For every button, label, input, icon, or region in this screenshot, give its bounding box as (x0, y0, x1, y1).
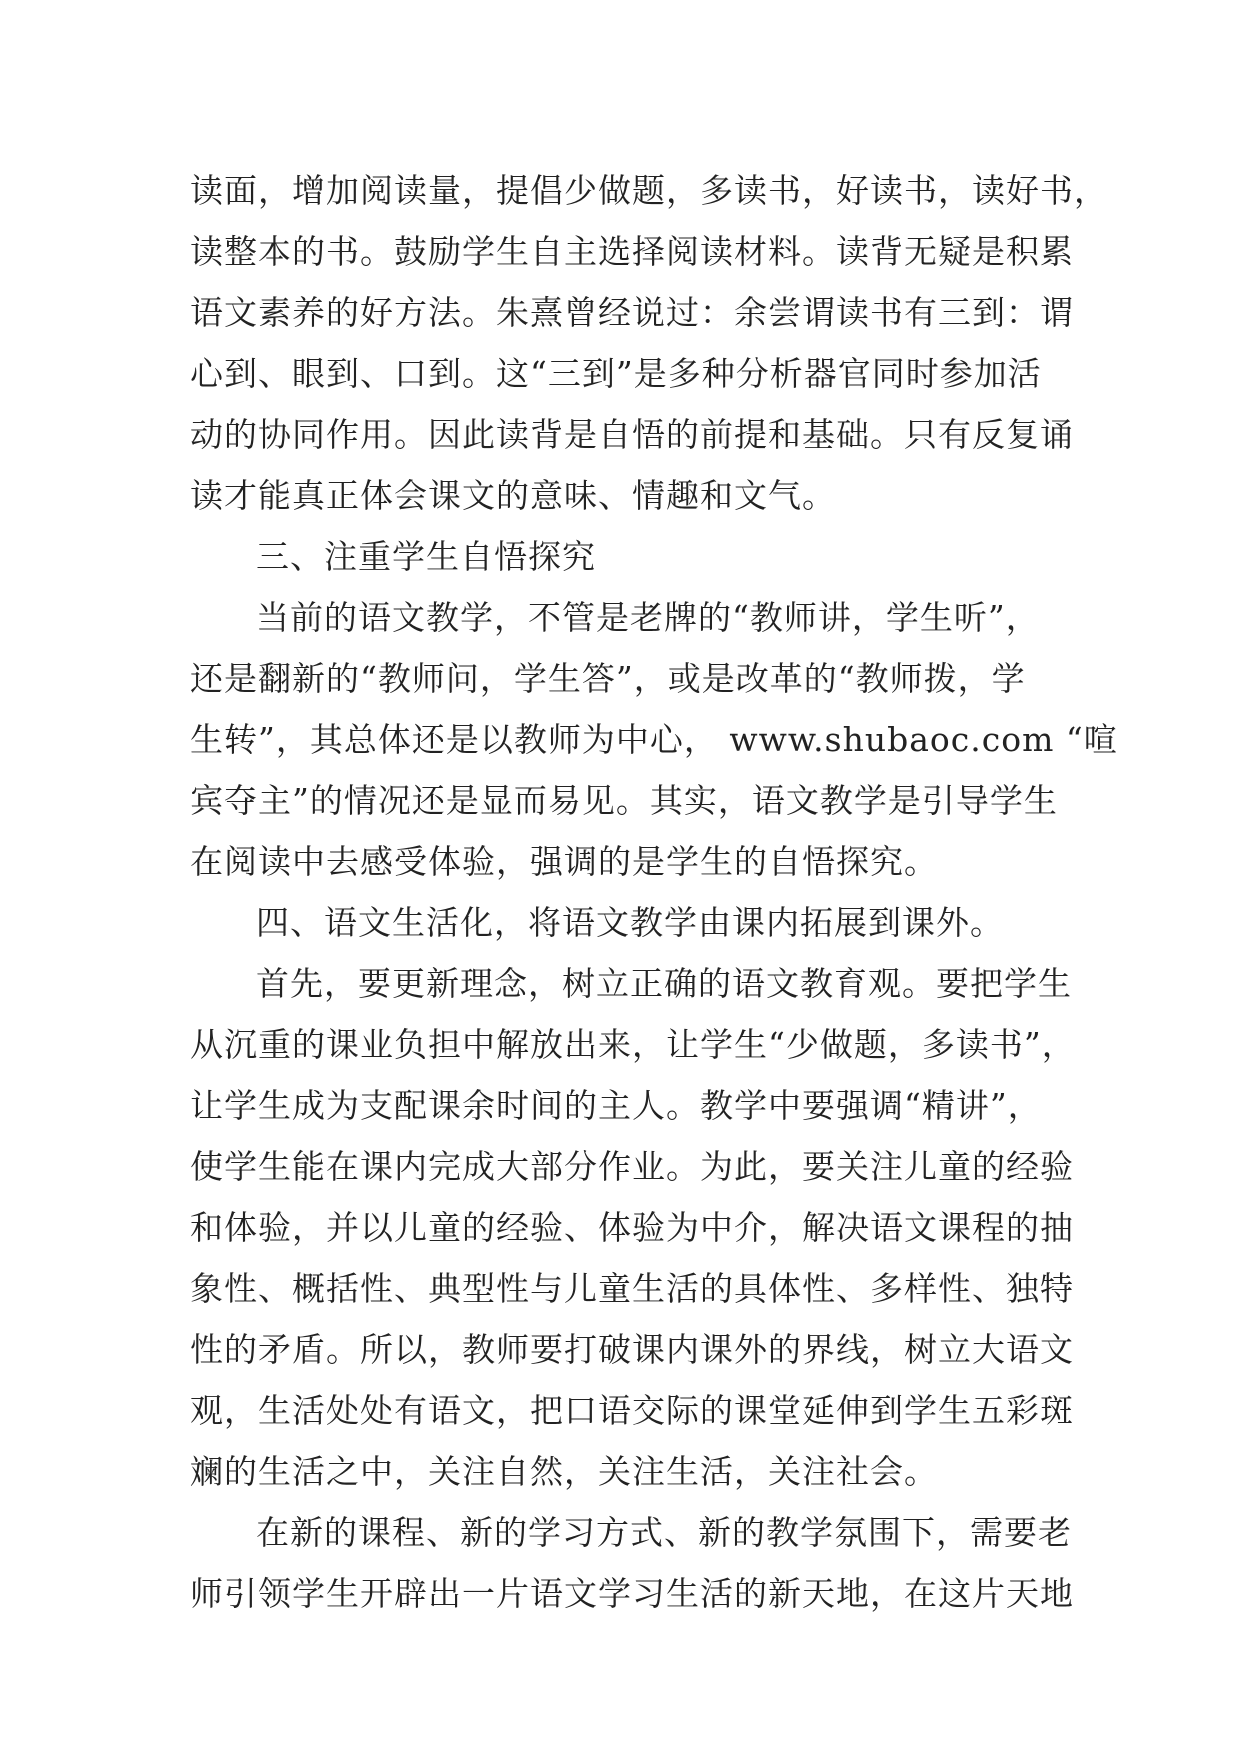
paragraph-self-inquiry (190, 587, 1118, 892)
heading-line: 三、注重学生自悟探究 (256, 537, 596, 576)
paragraph-life-oriented (190, 953, 1076, 1502)
text-line: 读才能真正体会课文的意味、情趣和文气。 (190, 476, 836, 515)
text-line: 读整本的书。鼓励学生自主选择阅读材料。读背无疑是积累 (190, 232, 1074, 271)
text-line: 宾夺主”的情况还是显而易见。其实，语文教学是引导学生 (190, 781, 1058, 820)
text-line: 在阅读中去感受体验，强调的是学生的自悟探究。 (190, 842, 938, 881)
document-body (190, 160, 1118, 1624)
text-line: 当前的语文教学，不管是老牌的“教师讲，学生听”， (256, 598, 1040, 637)
text-line: 首先，要更新理念，树立正确的语文教育观。要把学生 (256, 964, 1072, 1003)
text-line: 在新的课程、新的学习方式、新的教学氛围下，需要老 (256, 1513, 1072, 1552)
text-line: 还是翻新的“教师问，学生答”，或是改革的“教师拨，学 (190, 659, 1026, 698)
heading-line: 四、语文生活化，将语文教学由课内拓展到课外。 (256, 903, 1004, 942)
text-line: 师引领学生开辟出一片语文学习生活的新天地，在这片天地 (190, 1574, 1074, 1613)
text-line: 让学生成为支配课余时间的主人。教学中要强调“精讲”， (190, 1086, 1042, 1125)
text-line: 读面，增加阅读量，提倡少做题，多读书，好读书，读好书， (190, 171, 1108, 210)
text-line: 和体验，并以儿童的经验、体验为中介，解决语文课程的抽 (190, 1208, 1074, 1247)
paragraph-new-curriculum (190, 1502, 1074, 1624)
text-line: 使学生能在课内完成大部分作业。为此，要关注儿童的经验 (190, 1147, 1074, 1186)
text-line: 性的矛盾。所以，教师要打破课内课外的界线，树立大语文 (190, 1330, 1074, 1369)
section-heading-3 (190, 526, 1060, 587)
text-line: 动的协同作用。因此读背是自悟的前提和基础。只有反复诵 (190, 415, 1074, 454)
text-line: 观，生活处处有语文，把口语交际的课堂延伸到学生五彩斑 (190, 1391, 1074, 1430)
text-line: 从沉重的课业负担中解放出来，让学生“少做题，多读书”， (190, 1025, 1076, 1064)
text-line: 生转”，其总体还是以教师为中心， www.shubaoc.com “喧 (190, 720, 1118, 759)
paragraph-reading-continuation (190, 160, 1108, 526)
text-line: 象性、概括性、典型性与儿童生活的具体性、多样性、独特 (190, 1269, 1074, 1308)
text-line: 语文素养的好方法。朱熹曾经说过：余尝谓读书有三到：谓 (190, 293, 1074, 332)
text-line: 斓的生活之中，关注自然，关注生活，关注社会。 (190, 1452, 938, 1491)
text-line: 心到、眼到、口到。这“三到”是多种分析器官同时参加活 (190, 354, 1042, 393)
section-heading-4 (190, 892, 1060, 953)
